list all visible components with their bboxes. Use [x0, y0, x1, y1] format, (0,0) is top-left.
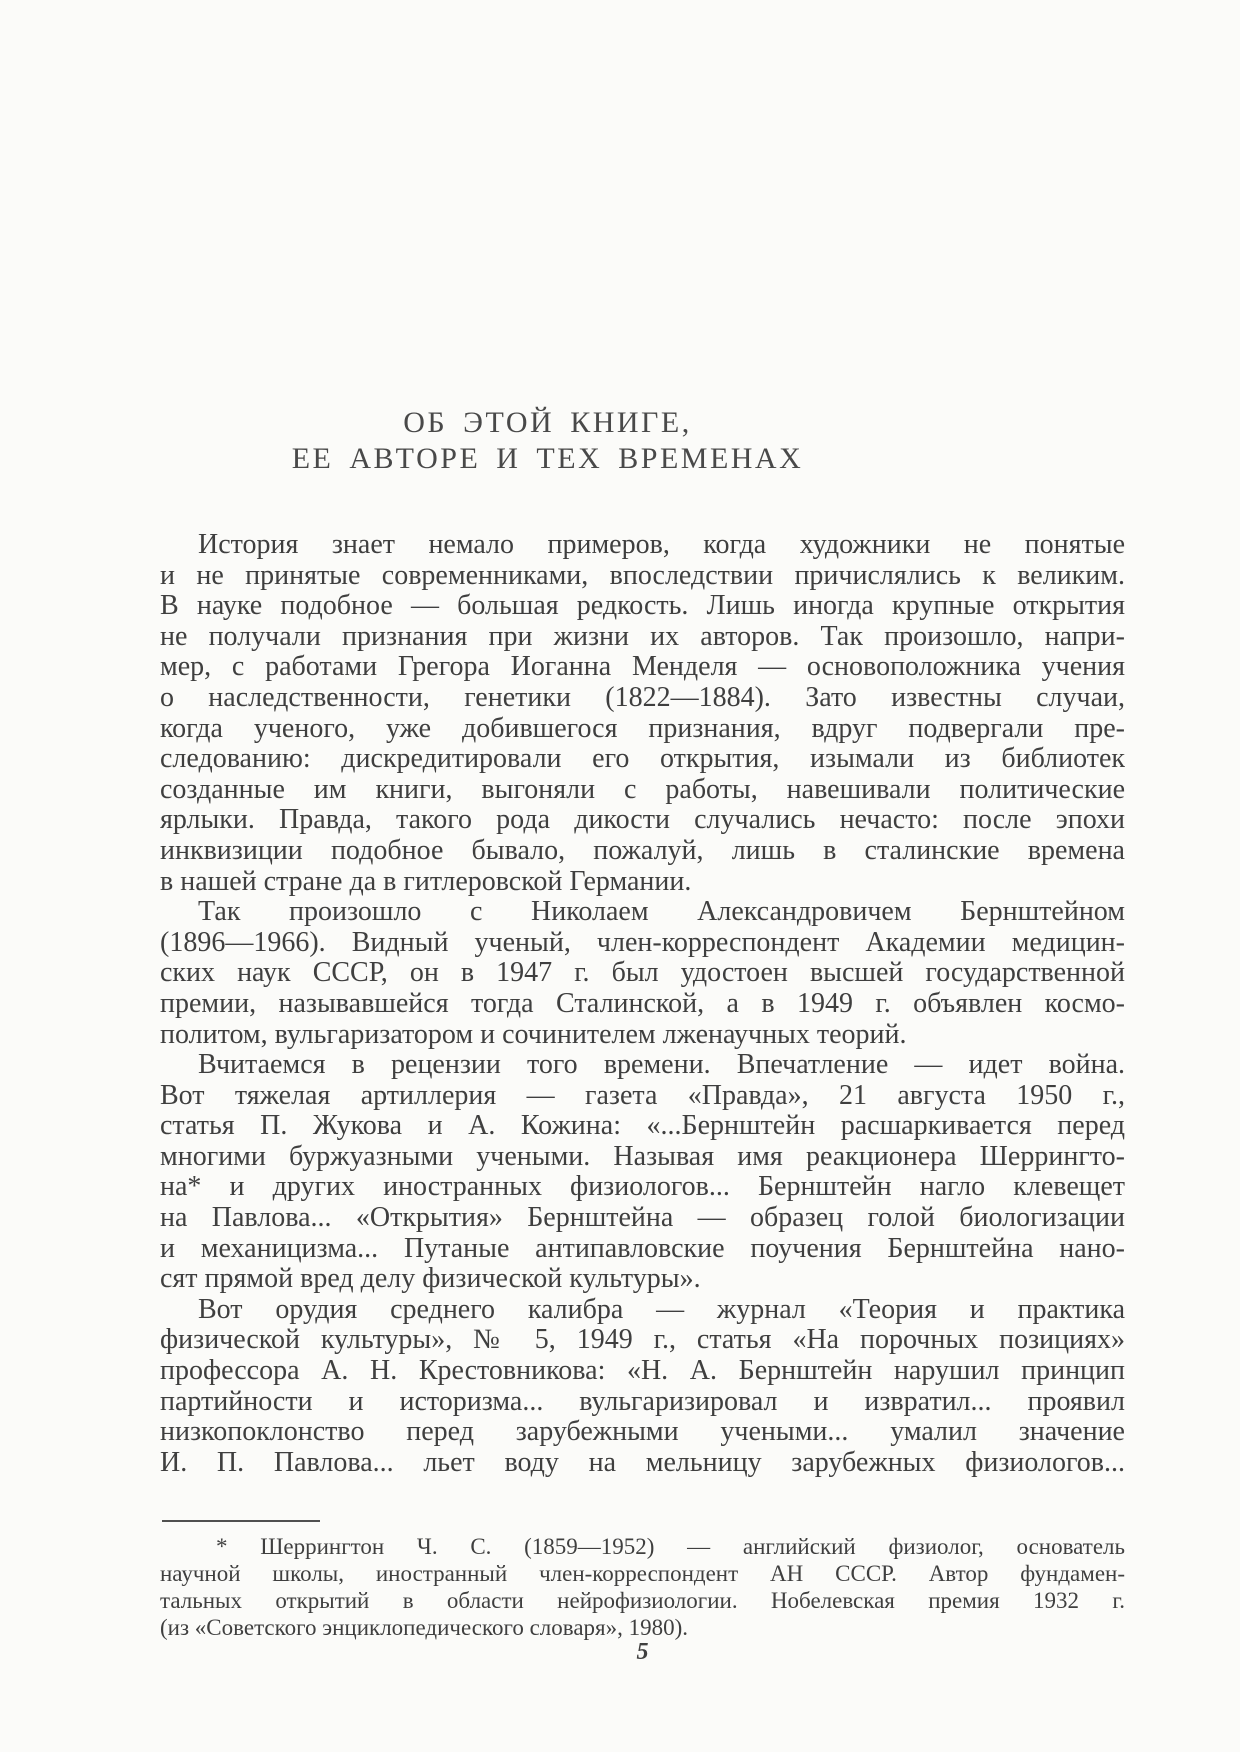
footnote-divider: [162, 1520, 320, 1522]
text-line: Вчитаемся в рецензии того времени. Впечатление — идет война.: [198, 1049, 1125, 1081]
paragraph: [160, 1050, 1125, 1295]
text-line: научной школы, иностранный член-корреспондент АН СССР. Автор фундамен-: [160, 1561, 1125, 1586]
text-line: тальных открытий в области нейрофизиологии. Нобелевская премия 1932 г.: [160, 1588, 1125, 1613]
text-line: мер, с работами Грегора Иоганна Менделя — основоположника учения: [160, 651, 1125, 683]
text-line: ских наук СССР, он в 1947 г. был удостоен высшей государственной: [160, 957, 1125, 989]
chapter-title-line-1: ОБ ЭТОЙ КНИГЕ,: [403, 406, 692, 439]
text-line: на* и других иностранных физиологов... Бернштейн нагло клевещет: [160, 1171, 1125, 1203]
text-line: о наследственности, генетики (1822—1884). Зато известны случаи,: [160, 681, 1125, 713]
paragraph: [160, 530, 1125, 897]
text-line: физической культуры», № 5, 1949 г., статья «На порочных позициях»: [160, 1324, 1125, 1356]
text-line: партийности и историзма... вульгаризировал и извратил... проявил: [160, 1385, 1125, 1417]
text-line: Так произошло с Николаем Александровичем Бернштейном: [198, 896, 1125, 928]
text-line: Вот тяжелая артиллерия — газета «Правда», 21 августа 1950 г.,: [160, 1079, 1125, 1111]
body-text: [160, 530, 1125, 1478]
text-line: когда ученого, уже добившегося признания, вдруг подвергали пре-: [160, 712, 1125, 744]
text-line: статья П. Жукова и А. Кожина: «...Бернштейн расшаркивается перед: [160, 1110, 1125, 1142]
text-line: сят прямой вред делу физической культуры».: [160, 1263, 701, 1295]
text-line: И. П. Павлова... льет воду на мельницу зарубежных физиологов...: [160, 1446, 1125, 1478]
text-line: низкопоклонство перед зарубежными учеными... умалил значение: [160, 1416, 1125, 1448]
text-line: История знает немало примеров, когда художники не понятые: [198, 529, 1125, 560]
text-line: * Шеррингтон Ч. С. (1859—1952) — английский физиолог, основатель: [216, 1534, 1125, 1559]
text-line: инквизиции подобное бывало, пожалуй, лишь в сталинские времена: [160, 834, 1125, 866]
chapter-title: [160, 405, 935, 477]
text-line: профессора А. Н. Крестовникова: «Н. А. Бернштейн нарушил принцип: [160, 1355, 1125, 1387]
text-line: В науке подобное — большая редкость. Лишь иногда крупные открытия: [160, 590, 1125, 622]
page-number: 5: [636, 1639, 649, 1665]
text-line: премии, называвшейся тогда Сталинской, а в 1949 г. объявлен космо-: [160, 987, 1125, 1019]
text-line: и механицизма... Путаные антипавловские поучения Бернштейна нано-: [160, 1232, 1125, 1264]
text-line: (1896—1966). Видный ученый, член-корреспондент Академии медицин-: [160, 926, 1125, 958]
paragraph: [160, 1295, 1125, 1479]
text-line: и не принятые современниками, впоследствии причислялись к великим.: [160, 559, 1125, 591]
text-line: в нашей стране да в гитлеровской Германии.: [160, 865, 692, 897]
text-line: не получали признания при жизни их авторов. Так произошло, напри-: [160, 620, 1125, 652]
text-line: многими буржуазными учеными. Называя имя реакционера Шеррингто-: [160, 1140, 1125, 1172]
chapter-title-line-2: ЕЕ АВТОРЕ И ТЕХ ВРЕМЕНАХ: [291, 442, 804, 475]
text-line: ярлыки. Правда, такого рода дикости случались нечасто: после эпохи: [160, 804, 1125, 836]
paragraph: [160, 897, 1125, 1050]
text-line: Вот орудия среднего калибра — журнал «Теория и практика: [198, 1293, 1125, 1325]
text-line: политом, вульгаризатором и сочинителем лженаучных теорий.: [160, 1018, 907, 1050]
text-line: (из «Советского энциклопедического словаря», 1980).: [160, 1615, 689, 1640]
text-line: на Павлова... «Открытия» Бернштейна — образец голой биологизации: [160, 1202, 1125, 1234]
text-line: созданные им книги, выгоняли с работы, навешивали политические: [160, 773, 1125, 805]
text-line: следованию: дискредитировали его открытия, изымали из библиотек: [160, 743, 1125, 775]
footnote: [160, 1533, 1125, 1641]
